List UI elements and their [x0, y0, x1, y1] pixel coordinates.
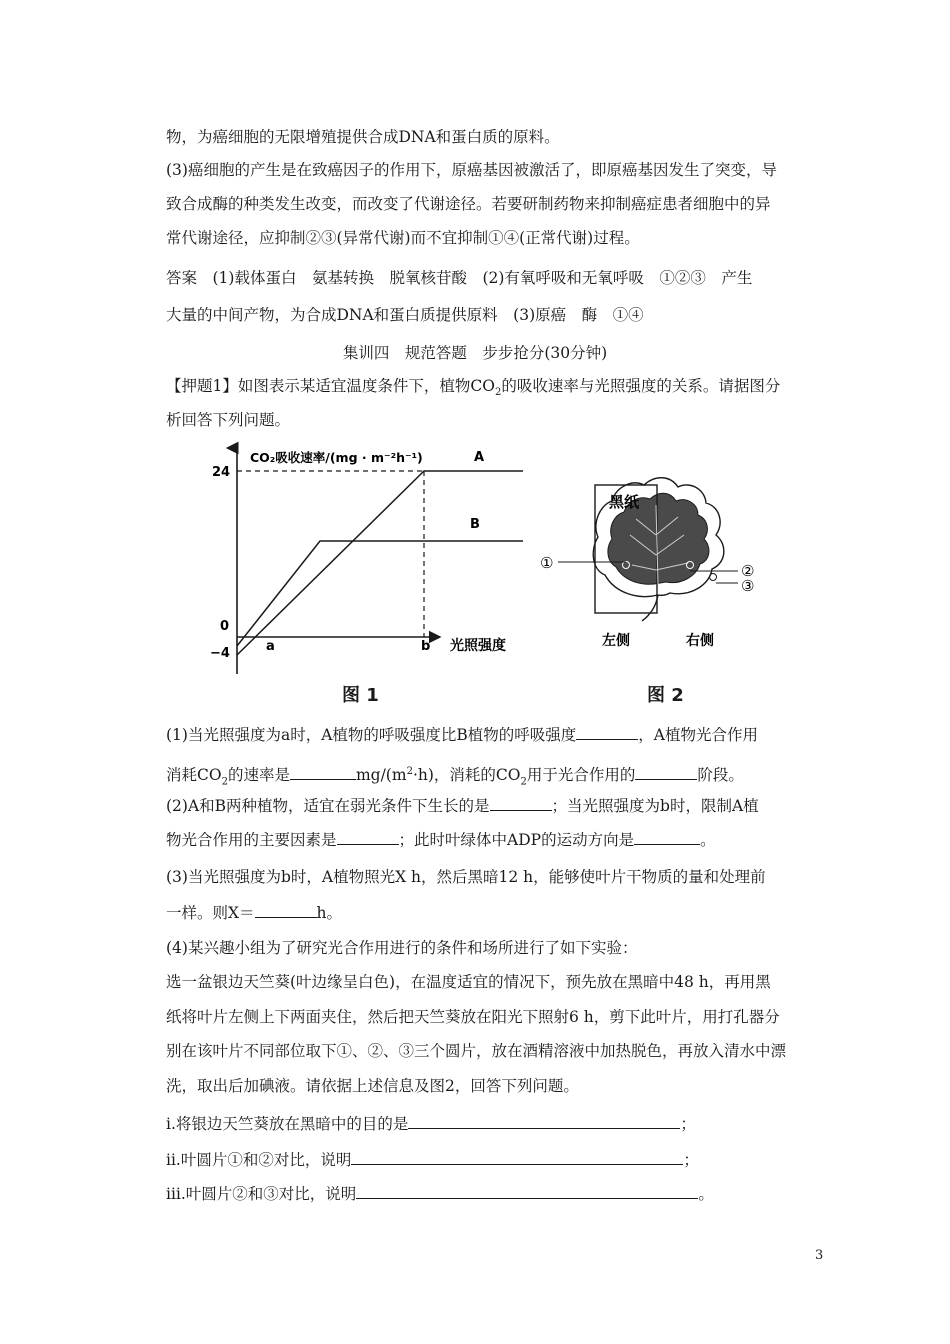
label-black-paper: 黑纸 — [609, 493, 640, 511]
tick-label-0: 0 — [220, 619, 230, 634]
tick-label-a: a — [266, 639, 275, 654]
question-3-line: (3)当光照强度为b时，A植物照光X h，然后黑暗12 h，能够使叶片干物质的量和处理前 — [166, 868, 766, 886]
curve-a — [237, 471, 523, 655]
paragraph-line: (3)癌细胞的产生是在致癌因子的作用下，原癌基因被激活了，即原癌基因发生了突变，导 — [166, 161, 777, 179]
question-4-line: (4)某兴趣小组为了研究光合作用进行的条件和场所进行了如下实验： — [166, 939, 638, 957]
question-1-line: (1)当光照强度为a时，A植物的呼吸强度比B植物的呼吸强度 ，A植物光合作用 — [166, 726, 758, 744]
paragraph-line: 常代谢途径，应抑制②③(异常代谢)而不宜抑制①④(正常代谢)过程。 — [166, 229, 640, 247]
tick-label-24: 24 — [212, 465, 231, 480]
series-label-a: A — [474, 450, 485, 465]
marker-2: ② — [741, 562, 755, 580]
question-4-line: 别在该叶片不同部位取下①、②、③三个圆片，放在酒精溶液中加热脱色，再放入清水中漂 — [166, 1042, 787, 1060]
sub-question-i: ⅰ.将银边天竺葵放在黑暗中的目的是 ； — [166, 1115, 696, 1133]
question-2-line: (2)A和B两种植物，适宜在弱光条件下生长的是 ；当光照强度为b时，限制A植 — [166, 797, 759, 815]
question-4-line: 纸将叶片左侧上下两面夹住，然后把天竺葵放在阳光下照射6 h，剪下此叶片，用打孔器分 — [166, 1008, 780, 1026]
leaf-stem — [642, 595, 658, 621]
figure-2-leaf — [540, 465, 780, 665]
answer-line: 答案 (1)载体蛋白 氨基转换 脱氧核苷酸 (2)有氧呼吸和无氧呼吸 ①②③ 产生 — [166, 269, 753, 287]
label-right-side: 右侧 — [686, 633, 714, 649]
x-axis-label: 光照强度 — [450, 638, 506, 654]
paragraph-line: 物，为癌细胞的无限增殖提供合成DNA和蛋白质的原料。 — [166, 128, 560, 146]
tick-label-b: b — [421, 639, 431, 654]
figure-1-graph — [200, 438, 550, 678]
question-4-line: 选一盆银边天竺葵(叶边缘呈白色)，在温度适宜的情况下，预先放在黑暗中48 h，再用黑 — [166, 973, 771, 991]
y-axis-label: CO₂吸收速率/(mg · m⁻²h⁻¹) — [250, 450, 423, 465]
question-4-line: 洗，取出后加碘液。请依据上述信息及图2，回答下列问题。 — [166, 1077, 579, 1095]
question-intro: 析回答下列问题。 — [166, 411, 291, 429]
question-2-line: 物光合作用的主要因素是 ；此时叶绿体中ADP的运动方向是 。 — [166, 831, 716, 849]
figure-2-caption: 图 2 — [647, 685, 684, 706]
series-label-b: B — [470, 517, 480, 532]
question-3-line: 一样。则X＝ h。 — [166, 904, 343, 922]
answer-line: 大量的中间产物，为合成DNA和蛋白质提供原料 (3)原癌 酶 ①④ — [166, 306, 644, 324]
figure-1-caption: 图 1 — [342, 685, 379, 706]
curve-b — [237, 541, 523, 646]
question-1-line: 消耗$CO_2$的速率是 $mg/(m^2\cdot h)$，消耗的$CO_2$用于光合作用的 阶段。 — [166, 766, 744, 788]
page-number: 3 — [815, 1248, 824, 1263]
disc-3 — [710, 574, 717, 581]
tick-label-minus4: −4 — [210, 646, 230, 661]
label-left-side: 左侧 — [602, 633, 630, 649]
paragraph-line: 致合成酶的种类发生改变，而改变了代谢途径。若要研制药物来抑制癌症患者细胞中的异 — [166, 195, 771, 213]
marker-1: ① — [540, 554, 554, 572]
sub-question-iii: ⅲ.叶圆片②和③对比，说明 。 — [166, 1185, 714, 1203]
sub-question-ii: ⅱ.叶圆片①和②对比，说明 ； — [166, 1151, 699, 1169]
question-intro: 【押题1】如图表示某适宜温度条件下，植物$CO_2$的吸收速率与光照强度的关系。请据图分 — [166, 377, 781, 399]
section-title: 集训四 规范答题 步步抢分(30分钟) — [342, 344, 608, 362]
marker-3: ③ — [741, 577, 755, 595]
